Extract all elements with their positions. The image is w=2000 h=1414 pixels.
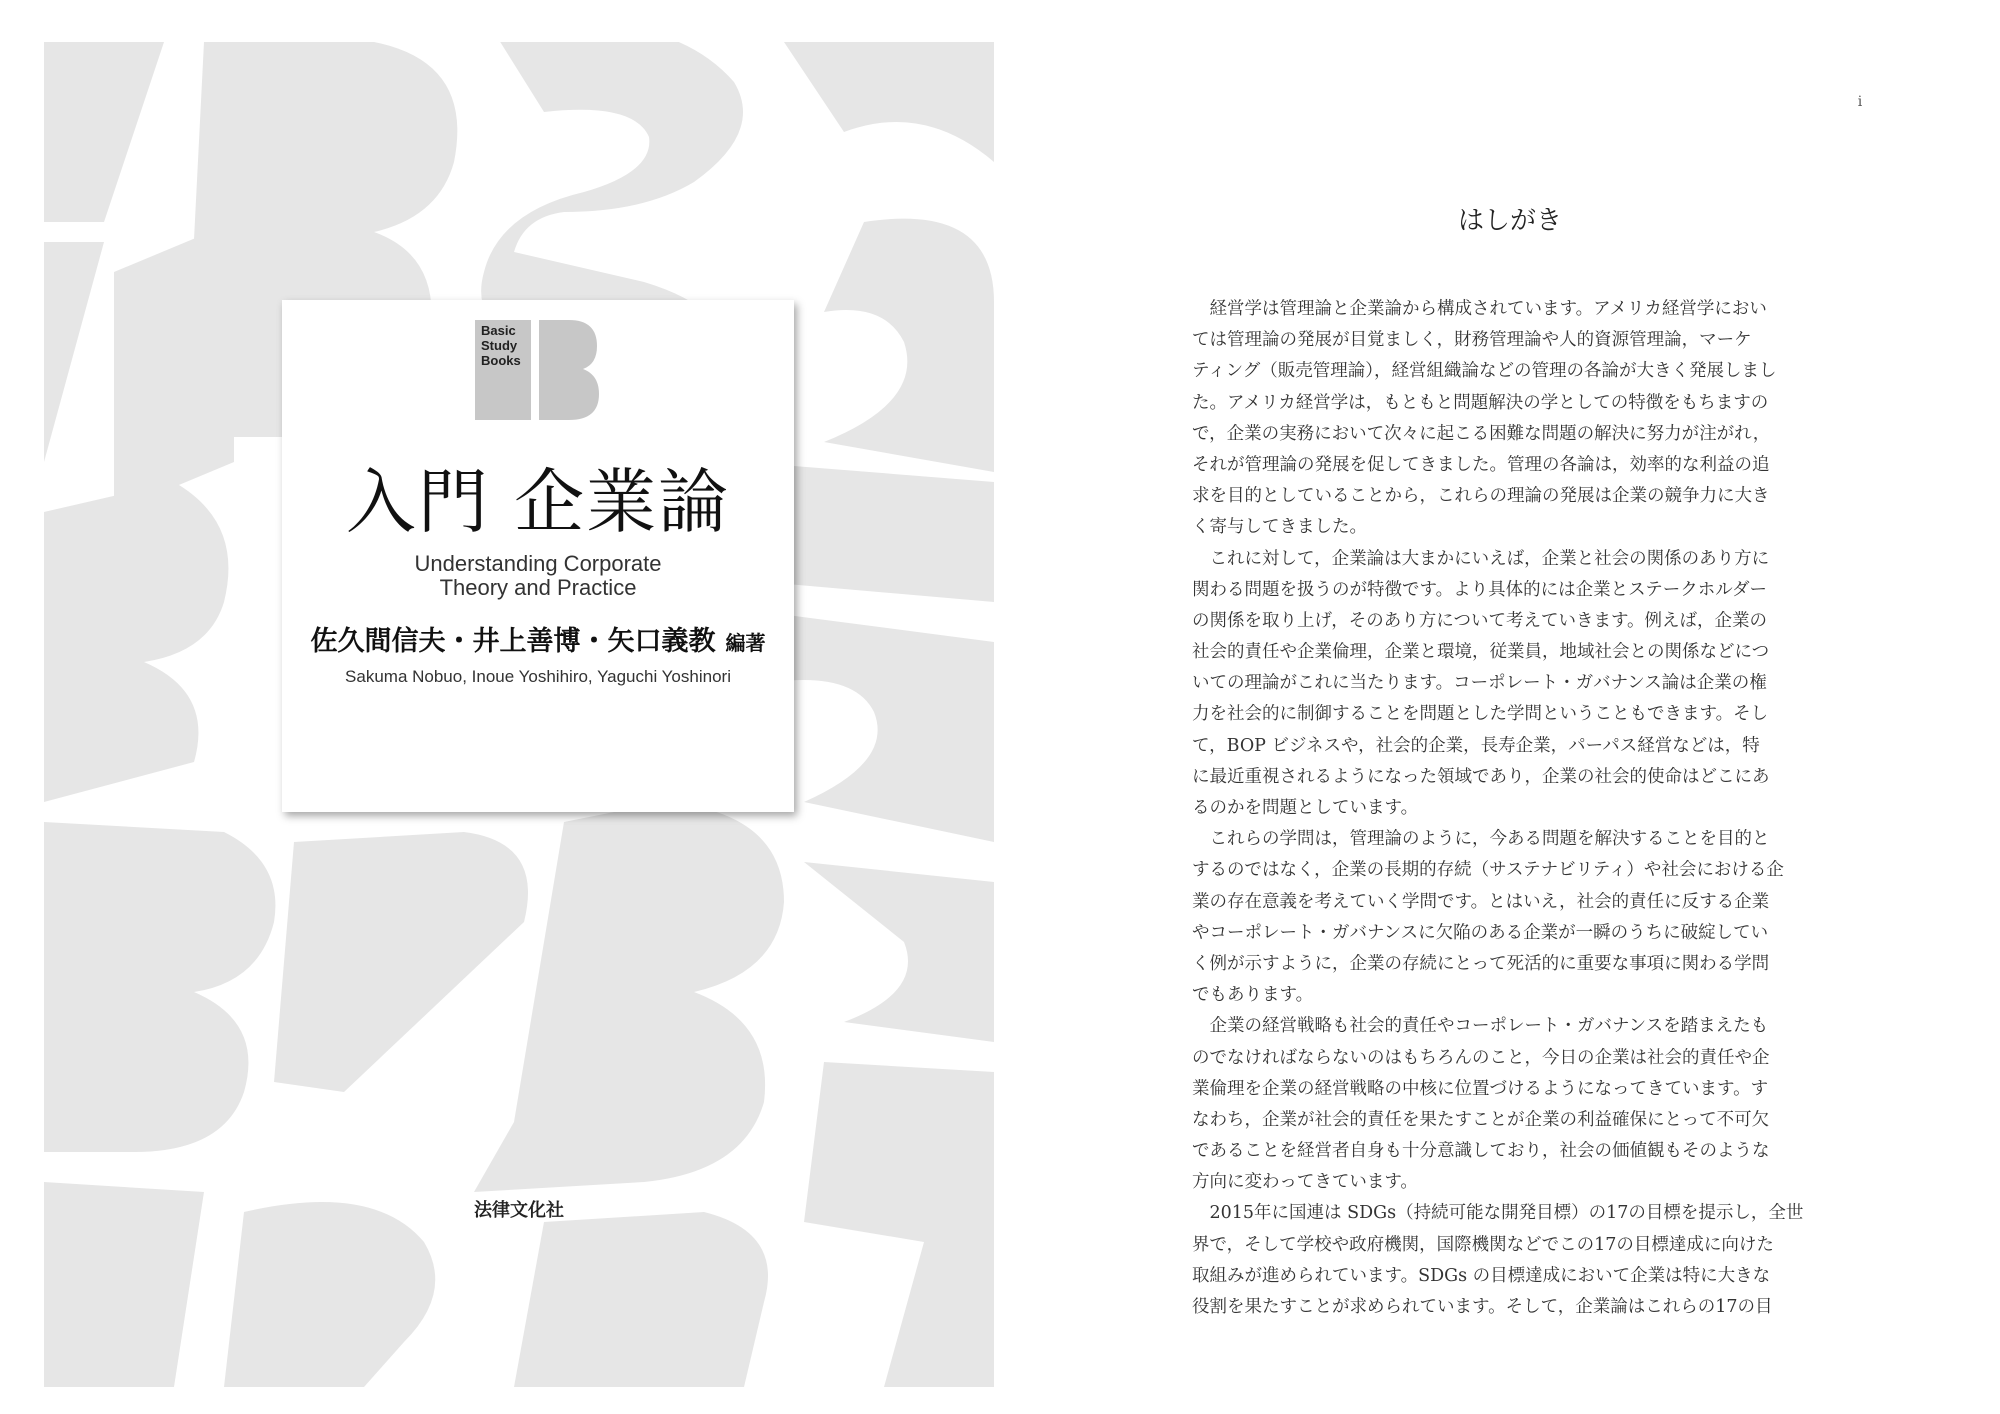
preface-line: るのかを問題としています。 bbox=[1192, 798, 1419, 818]
preface-body bbox=[1192, 294, 1832, 1323]
preface-line: 業の存在意義を考えていく学問です。とはいえ，社会的責任に反する企業 bbox=[1192, 891, 1770, 912]
preface-line: た。アメリカ経営学は，もともと問題解決の学としての特徴をもちますの bbox=[1192, 392, 1769, 413]
preface-line: 求を目的としていることから，これらの理論の発展は企業の競争力に大き bbox=[1192, 486, 1770, 507]
preface-line: いての理論がこれに当たります。コーポレート・ガバナンス論は企業の権 bbox=[1192, 673, 1767, 694]
authors-en: Sakuma Nobuo, Inoue Yoshihiro, Yaguchi Yoshinori bbox=[345, 667, 731, 686]
preface-line: 社会的責任や企業倫理，企業と環境，従業員，地域社会との関係などにつ bbox=[1192, 642, 1770, 663]
authors-ja bbox=[282, 625, 794, 660]
preface-line: 業倫理を企業の経営戦略の中核に位置づけるようになってきています。す bbox=[1192, 1078, 1769, 1099]
series-logo bbox=[475, 320, 599, 420]
preface-line: のでなければならないのはもちろんのこと，今日の企業は社会的責任や企 bbox=[1192, 1047, 1770, 1068]
series-logo-text bbox=[481, 323, 521, 368]
preface-line: これらの学問は，管理論のように，今ある問題を解決することを目的と bbox=[1192, 829, 1770, 850]
preface-line: ては管理論の発展が目覚ましく，財務管理論や人的資源管理論，マーケ bbox=[1192, 330, 1752, 351]
preface-line: 役割を果たすことが求められています。そして，企業論はこれらの17の目 bbox=[1192, 1297, 1773, 1317]
book-cover bbox=[44, 42, 994, 1387]
book-title-ja: 入門 企業論 bbox=[345, 461, 731, 543]
preface-line: 経営学は管理論と企業論から構成されています。アメリカ経営学におい bbox=[1192, 299, 1767, 319]
publisher-name: 法律文化社 bbox=[474, 1200, 564, 1221]
series-logo-line: Study bbox=[481, 338, 518, 353]
book-title-en-line: Understanding Corporate bbox=[414, 551, 662, 576]
preface-line: く寄与してきました。 bbox=[1192, 517, 1367, 538]
preface-line: 界で，そして学校や政府機関，国際機関などでこの17の目標達成に向けた bbox=[1192, 1234, 1774, 1255]
preface-line: 関わる問題を扱うのが特徴です。より具体的には企業とステークホルダー bbox=[1192, 579, 1768, 600]
preface-line: するのではなく，企業の長期的存続（サステナビリティ）や社会における企 bbox=[1192, 860, 1784, 881]
preface-line: 2015年に国連は SDGs（持続可能な開発目標）の17の目標を提示し，全世 bbox=[1192, 1203, 1804, 1224]
book-title-en bbox=[282, 552, 794, 600]
series-logo-b-shape bbox=[539, 320, 599, 420]
series-logo-line: Basic bbox=[481, 323, 516, 338]
preface-line: 企業の経営戦略も社会的責任やコーポレート・ガバナンスを踏まえたも bbox=[1192, 1016, 1769, 1037]
preface-line: の関係を取り上げ，そのあり方について考えていきます。例えば，企業の bbox=[1192, 610, 1768, 631]
preface-line: これに対して，企業論は大まかにいえば，企業と社会の関係のあり方に bbox=[1192, 548, 1770, 569]
authors-ja-names: 佐久間信夫・井上善博・矢口義教 bbox=[310, 626, 716, 657]
preface-line: 方向に変わってきています。 bbox=[1192, 1172, 1418, 1193]
preface-line: に最近重視されるようになった領域であり，企業の社会的使命はどこにあ bbox=[1192, 766, 1770, 787]
preface-line: でもあります。 bbox=[1192, 985, 1314, 1006]
preface-line: やコーポレート・ガバナンスに欠陥のある企業が一瞬のうちに破綻してい bbox=[1192, 922, 1769, 943]
preface-line: ティング（販売管理論），経営組織論などの管理の各論が大きく発展しまし bbox=[1192, 361, 1777, 382]
preface-line: であることを経営者自身も十分意識しており，社会の価値観もそのような bbox=[1192, 1141, 1770, 1162]
book-title-en-line: Theory and Practice bbox=[439, 575, 637, 600]
preface-line: それが管理論の発展を促してきました。管理の各論は，効率的な利益の追 bbox=[1192, 454, 1770, 475]
preface-line: 取組みが進められています。SDGs の目標達成において企業は特に大きな bbox=[1192, 1265, 1771, 1286]
preface-line: なわち，企業が社会的責任を果たすことが企業の利益確保にとって不可欠 bbox=[1192, 1109, 1770, 1130]
preface-line: 力を社会的に制御することを問題とした学問ということもできます。そし bbox=[1192, 704, 1769, 725]
authors-role: 編著 bbox=[725, 631, 766, 655]
cover-title-panel bbox=[282, 300, 794, 812]
preface-line: く例が示すように，企業の存続にとって死活的に重要な事項に関わる学問 bbox=[1192, 953, 1770, 974]
preface-line: で，企業の実務において次々に起こる困難な問題の解決に努力が注がれ， bbox=[1192, 423, 1771, 444]
series-logo-block bbox=[475, 320, 531, 420]
series-logo-line: Books bbox=[481, 353, 521, 368]
preface-line: て，BOP ビジネスや，社会的企業，長寿企業，パーパス経営などは，特 bbox=[1192, 735, 1760, 756]
page-number: i bbox=[1857, 94, 1863, 110]
preface-heading: はしがき bbox=[1457, 206, 1562, 236]
